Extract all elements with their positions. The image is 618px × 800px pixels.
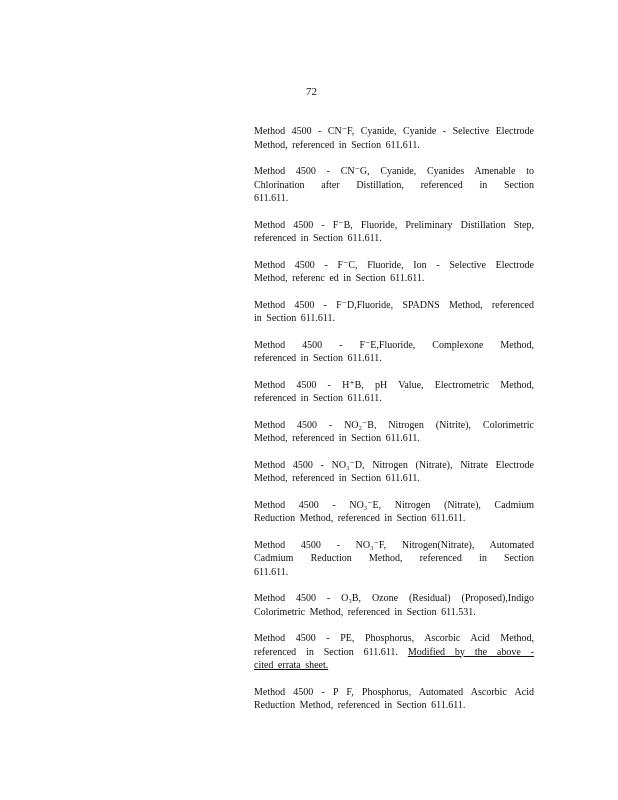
modified-note: Modified by the above - <box>407 646 535 658</box>
entry-line: Reduction Method, referenced in Section 611.611. <box>254 700 466 711</box>
entry-line: Method 4500 - F⁻D,Fluoride, SPADNS Method, referenced <box>254 299 534 311</box>
entry-line: Reduction Method, referenced in Section 611.611. <box>254 513 466 524</box>
entry-line: referenced in Section 611.611. <box>254 233 382 244</box>
entry-line: Colorimetric Method, referenced in Section 611.531. <box>254 606 476 618</box>
entry-line: Method 4500 - PE, Phosphorus, Ascorbic Acid Method, <box>254 633 534 644</box>
method-entry <box>254 686 534 713</box>
entry-line: 611.611. <box>254 193 289 204</box>
entry-line: referenced in Section 611.611. <box>254 353 382 364</box>
method-entry <box>254 219 534 246</box>
entry-line: Cadmium Reduction Method, referenced in Section <box>254 553 534 564</box>
entry-line: Method, referenc ed in Section 611.611. <box>254 273 425 284</box>
method-entry <box>254 459 534 486</box>
entry-line: Method 4500 - CN⁻F, Cyanide, Cyanide - Selective Electrode <box>254 126 534 137</box>
entry-line: Method 4500 - NO₃⁻D, Nitrogen (Nitrate), Nitrate Electrode <box>254 459 534 471</box>
entry-line: in Section 611.611. <box>254 313 336 324</box>
entry-line: Method 4500 - CN⁻G, Cyanide, Cyanides Amenable to <box>254 166 534 177</box>
method-list <box>254 125 534 726</box>
method-entry <box>254 299 534 326</box>
entry-line: Method 4500 - F⁻B, Fluoride, Preliminary Distillation Step, <box>254 219 534 231</box>
method-entry <box>254 379 534 406</box>
entry-line-with-modification <box>254 646 534 660</box>
entry-line-text: referenced in Section 611.611. <box>254 646 398 658</box>
entry-line: 611.611. <box>254 566 289 578</box>
entry-line: Method 4500 - F⁻E,Fluoride, Complexone Method, <box>254 339 534 351</box>
method-entry <box>254 125 534 152</box>
method-entry <box>254 632 534 673</box>
method-entry <box>254 419 534 446</box>
entry-line: Method, referenced in Section 611.611. <box>254 139 420 151</box>
method-entry <box>254 499 534 526</box>
method-entry <box>254 592 534 619</box>
entry-line: Method 4500 - H⁺B, pH Value, Electrometric Method, <box>254 379 534 391</box>
page-number: 72 <box>306 86 317 98</box>
entry-line: Method 4500 - P F, Phosphorus, Automated Ascorbic Acid <box>254 686 534 698</box>
entry-line: Method 4500 - NO₂⁻B, Nitrogen (Nitrite), Colorimetric <box>254 419 534 431</box>
method-entry <box>254 259 534 286</box>
entry-line: Chlorination after Distillation, referenced in Section <box>254 179 534 191</box>
method-entry <box>254 165 534 206</box>
entry-line: Method 4500 - NO₃⁻F, Nitrogen(Nitrate), Automated <box>254 539 534 551</box>
method-entry <box>254 539 534 580</box>
method-entry <box>254 339 534 366</box>
entry-line: Method, referenced in Section 611.611. <box>254 433 420 444</box>
entry-line: referenced in Section 611.611. <box>254 393 382 404</box>
entry-line: Method 4500 - NO₃⁻E, Nitrogen (Nitrate), Cadmium <box>254 499 534 511</box>
entry-line: Method 4500 - F⁻C, Fluoride, Ion - Selective Electrode <box>254 259 534 271</box>
modified-note-continuation: cited errata sheet. <box>254 660 329 671</box>
entry-line: Method, referenced in Section 611.611. <box>254 473 420 484</box>
entry-line: Method 4500 - O₃B, Ozone (Residual) (Proposed),Indigo <box>254 593 534 604</box>
